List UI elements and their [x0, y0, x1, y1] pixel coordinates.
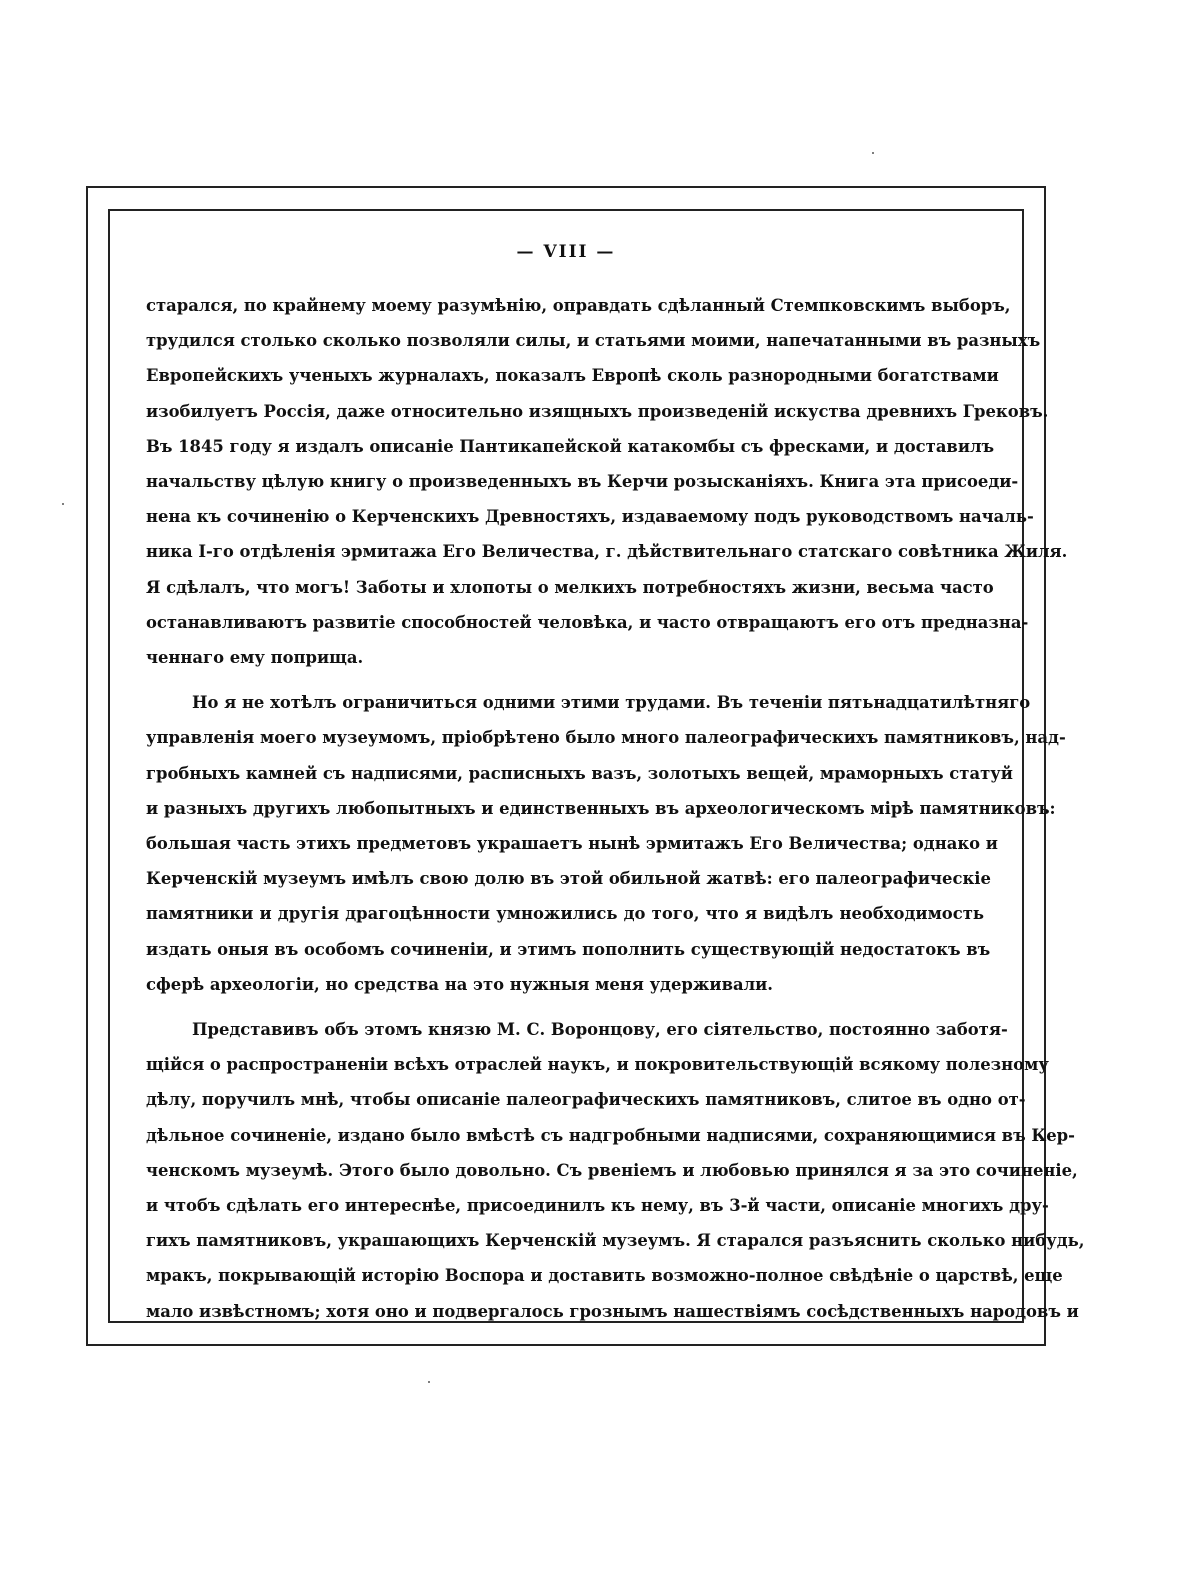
text-line: памятники и другія драгоцѣнности умножились до того, что я видѣлъ необходимость	[146, 904, 984, 924]
print-speck	[428, 1381, 430, 1383]
text-line: сферѣ археологіи, но средства на это нужныя меня удерживали.	[146, 974, 774, 994]
text-line: ника I-го отдѣленія эрмитажа Его Величества, г. дѣйствительнаго статскаго совѣтника Жиля.	[146, 542, 1068, 562]
text-line: и чтобъ сдѣлать его интереснѣе, присоединилъ къ нему, въ 3-й части, описаніе многихъ дру-	[146, 1196, 1049, 1216]
text-line: мало извѣстномъ; хотя оно и подвергалось грознымъ нашествіямъ сосѣдственныхъ народовъ и	[146, 1301, 1079, 1321]
text-line: изобилуетъ Россія, даже относительно изящныхъ произведеній искуства древнихъ Грековъ.	[146, 401, 1049, 421]
print-speck	[872, 152, 874, 154]
text-line: Европейскихъ ученыхъ журналахъ, показалъ Европѣ сколь разнородными богатствами	[146, 366, 999, 386]
text-line: щійся о распространеніи всѣхъ отраслей наукъ, и покровительствующій всякому полезному	[146, 1055, 1049, 1075]
paragraph-1	[146, 288, 1068, 675]
text-line: Въ 1845 году я издалъ описаніе Пантикапейской катакомбы съ фресками, и доставилъ	[146, 436, 995, 456]
text-line: старался, по крайнему моему разумѣнію, оправдать сдѣланный Стемпковскимъ выборъ,	[146, 296, 1011, 315]
text-line: нена къ сочиненію о Керченскихъ Древностяхъ, издаваемому подъ руководствомъ началь-	[146, 507, 1034, 527]
text-line: трудился столько сколько позволяли силы, и статьями моими, напечатанными въ разныхъ	[146, 331, 1041, 351]
text-line: Я сдѣлалъ, что могъ! Заботы и хлопоты о мелкихъ потребностяхъ жизни, весьма часто	[146, 577, 994, 597]
print-speck	[62, 503, 64, 505]
text-line: останавливаютъ развитіе способностей человѣка, и часто отвращаютъ его отъ предназна-	[146, 612, 1029, 632]
text-line: большая часть этихъ предметовъ украшаетъ нынѣ эрмитажъ Его Величества; однако и	[146, 834, 998, 854]
text-line: мракъ, покрывающій исторію Воспора и доставить возможно-полное свѣдѣніе о царствѣ, еще	[146, 1266, 1063, 1286]
text-line: начальству цѣлую книгу о произведенныхъ въ Керчи розысканіяхъ. Книга эта присоеди-	[146, 472, 1019, 492]
text-line: дѣлу, поручилъ мнѣ, чтобы описаніе палеографическихъ памятниковъ, слитое въ одно от-	[146, 1090, 1026, 1110]
text-line: Представивъ объ этомъ князю М. С. Воронцову, его сіятельство, постоянно заботя-	[192, 1020, 1008, 1040]
text-line: Керченскій музеумъ имѣлъ свою долю въ этой обильной жатвѣ: его палеографическіе	[146, 869, 991, 889]
text-line: Но я не хотѣлъ ограничиться одними этими трудами. Въ теченіи пятьнадцатилѣтняго	[192, 693, 1031, 713]
text-line: управленія моего музеумомъ, пріобрѣтено было много палеографическихъ памятниковъ, над-	[146, 728, 1066, 748]
text-line: ченскомъ музеумѣ. Этого было довольно. Съ рвеніемъ и любовью принялся я за это сочиненіе,	[146, 1160, 1078, 1180]
paragraph-2	[146, 685, 1066, 1002]
text-line: гихъ памятниковъ, украшающихъ Керченскій музеумъ. Я старался разъяснить сколько нибудь,	[146, 1231, 1085, 1251]
text-line: ченнаго ему поприща.	[146, 648, 364, 668]
paragraph-3	[146, 1012, 1085, 1329]
text-line: гробныхъ камней съ надписями, расписныхъ вазъ, золотыхъ вещей, мраморныхъ статуй	[146, 763, 1013, 783]
text-line: и разныхъ другихъ любопытныхъ и единственныхъ въ археологическомъ мірѣ памятниковъ:	[146, 798, 1056, 818]
text-line: издать оныя въ особомъ сочиненіи, и этимъ пополнить существующій недостатокъ въ	[146, 939, 991, 959]
body-text	[146, 288, 1085, 1329]
text-line: дѣльное сочиненіе, издано было вмѣстѣ съ надгробными надписями, сохраняющимися въ Кер-	[146, 1125, 1075, 1145]
page-number-header: — VIII —	[516, 242, 616, 262]
